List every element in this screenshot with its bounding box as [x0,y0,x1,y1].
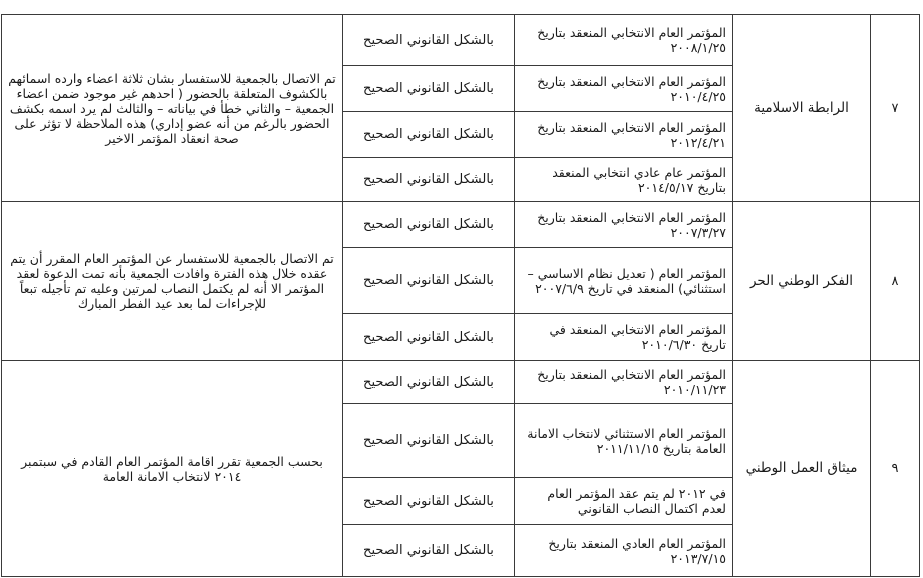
conference-cell: المؤتمر العام الانتخابي المنعقد بتاريخ ٢٠١٠/١١/٢٣ [515,361,733,404]
legal-status-cell: بالشكل القانوني الصحيح [343,361,515,404]
conference-cell: المؤتمر العام الانتخابي المنعقد في تاريخ ٢٠١٠/٦/٣٠ [515,314,733,361]
table-row [2,202,920,248]
legal-status-cell: بالشكل القانوني الصحيح [343,66,515,112]
conference-cell: المؤتمر العام الانتخابي المنعقد بتاريخ ٢٠١٢/٤/٢١ [515,112,733,158]
conference-cell: المؤتمر العام الانتخابي المنعقد بتاريخ ٢٠١٠/٤/٢٥ [515,66,733,112]
row-number: ٩ [871,361,920,577]
conference-cell: المؤتمر عام عادي انتخابي المنعقد بتاريخ ٢٠١٤/٥/١٧ [515,158,733,202]
row-number: ٨ [871,202,920,361]
legal-status-cell: بالشكل القانوني الصحيح [343,404,515,478]
notes-cell: بحسب الجمعية تقرر اقامة المؤتمر العام القادم في سبتمبر ٢٠١٤ لانتخاب الامانة العامة [2,361,343,577]
legal-status-cell: بالشكل القانوني الصحيح [343,15,515,66]
legal-status-cell: بالشكل القانوني الصحيح [343,314,515,361]
row-number: ٧ [871,15,920,202]
conference-cell: المؤتمر العام ( تعديل نظام الاساسي – استثنائي) المنعقد في تاريخ ٢٠٠٧/٦/٩ [515,248,733,314]
notes-cell: تم الاتصال بالجمعية للاستفسار عن المؤتمر العام المقرر أن يتم عقده خلال هذه الفترة وافادت الجمعية بأنه تمت الدعوة لعقد المؤتمر الا أنه لم يكتمل النصاب لمرتين وعليه تم تأجيله تبعاً للإجراءات لما بعد عيد الفطر المبارك [2,202,343,361]
conference-cell: المؤتمر العام العادي المنعقد بتاريخ ٢٠١٣/٧/١٥ [515,525,733,577]
association-name: ميثاق العمل الوطني [733,361,871,577]
legal-status-cell: بالشكل القانوني الصحيح [343,112,515,158]
associations-table [1,14,920,577]
legal-status-cell: بالشكل القانوني الصحيح [343,478,515,525]
conference-cell: المؤتمر العام الاستثنائي لانتخاب الامانة العامة بتاريخ ٢٠١١/١١/١٥ [515,404,733,478]
legal-status-cell: بالشكل القانوني الصحيح [343,525,515,577]
association-name: الرابطة الاسلامية [733,15,871,202]
notes-cell: تم الاتصال بالجمعية للاستفسار بشان ثلاثة اعضاء وارده اسمائهم بالكشوف المتعلقة بالحضور ( احدهم غير موجود ضمن اعضاء الجمعية – والثاني خطأ في بياناته – والثالث لم يرد اسمه بكشف الحضور بالرغم من أنه عضو إداري) هذه الملاحظة لا تؤثر على صحة انعقاد المؤتمر الاخير [2,15,343,202]
table-row [2,361,920,404]
table-row [2,15,920,66]
conference-cell: المؤتمر العام الانتخابي المنعقد بتاريخ ٢٠٠٨/١/٢٥ [515,15,733,66]
legal-status-cell: بالشكل القانوني الصحيح [343,202,515,248]
legal-status-cell: بالشكل القانوني الصحيح [343,248,515,314]
association-name: الفكر الوطني الحر [733,202,871,361]
conference-cell: في ٢٠١٢ لم يتم عقد المؤتمر العام لعدم اكتمال النصاب القانوني [515,478,733,525]
conference-cell: المؤتمر العام الانتخابي المنعقد بتاريخ ٢٠٠٧/٣/٢٧ [515,202,733,248]
legal-status-cell: بالشكل القانوني الصحيح [343,158,515,202]
